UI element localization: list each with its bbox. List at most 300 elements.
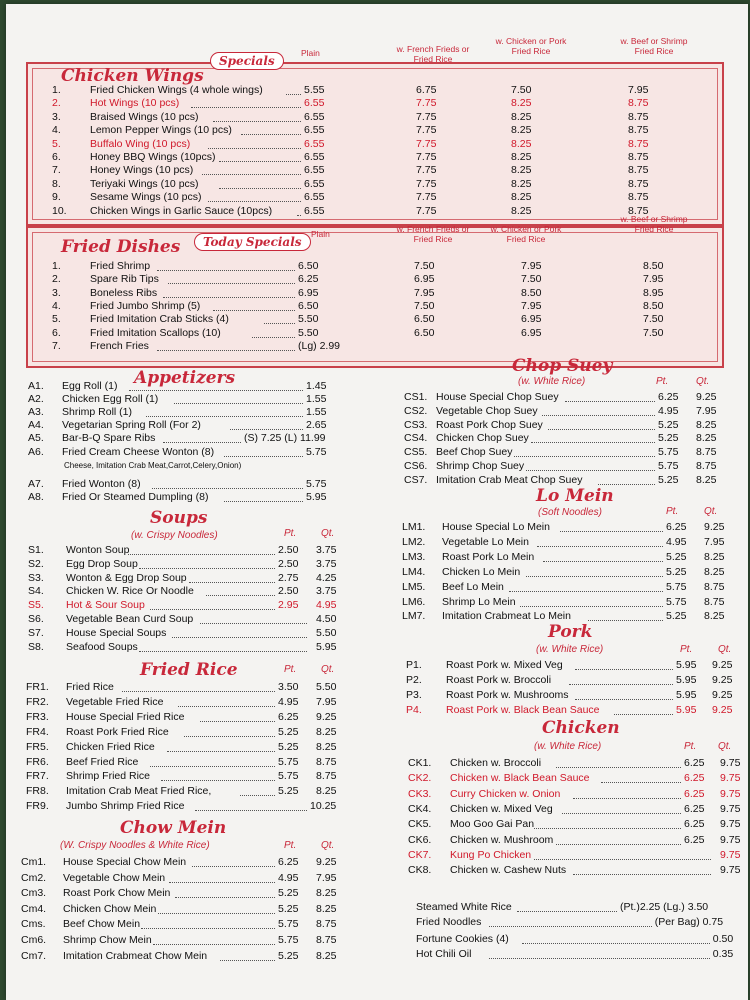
- item-number: S2.: [28, 557, 44, 570]
- dot-leader: [150, 599, 275, 610]
- item-price: 7.75: [416, 164, 437, 177]
- item-price-qt: 7.95: [316, 695, 337, 708]
- item-name: French Fries: [90, 339, 149, 352]
- item-name: Imitation Crabmeat Chow Mein: [63, 949, 208, 962]
- dot-leader: [489, 916, 652, 927]
- item-price-pt: 5.95: [676, 703, 697, 716]
- lo-mein-title: Lo Mein: [536, 486, 614, 506]
- item-price-qt: 9.75: [720, 802, 741, 815]
- item-number: CS4.: [404, 432, 428, 445]
- item-name: Roast Pork Lo Mein: [442, 550, 535, 563]
- item-number: 1.: [52, 84, 61, 96]
- soups-pt-header: Pt.: [284, 528, 297, 539]
- dot-leader: [139, 641, 307, 652]
- extra-price: (Per Bag) 0.75: [654, 916, 724, 928]
- dot-leader: [531, 432, 655, 443]
- item-price-pt: 6.25: [658, 391, 679, 403]
- item-name: House Special Chop Suey: [436, 391, 559, 403]
- item-price: 8.75: [628, 151, 649, 163]
- item-number: P1.: [406, 659, 422, 671]
- item-name: Fried Shrimp: [90, 260, 151, 272]
- item-number: S3.: [28, 571, 44, 584]
- item-price-qt: 8.75: [704, 580, 725, 593]
- chow-mein-pt-header: Pt.: [284, 840, 297, 851]
- dot-leader: [219, 178, 301, 189]
- item-price-pt: 6.25: [684, 787, 705, 800]
- item-price-pt: 5.25: [658, 473, 679, 486]
- item-price-pt: 5.25: [278, 740, 299, 753]
- item-price: 7.50: [511, 84, 532, 96]
- item-price: 8.50: [643, 260, 664, 272]
- dot-leader: [139, 558, 275, 569]
- item-name: Shrimp Chow Mein: [63, 934, 152, 946]
- item-number: A5.: [28, 432, 44, 444]
- item-price: 6.55: [304, 124, 325, 137]
- item-number: FR4.: [26, 725, 49, 738]
- item-number: CK7.: [408, 848, 432, 861]
- dot-leader: [150, 756, 275, 767]
- pork-pt-header: Pt.: [680, 644, 693, 655]
- dot-leader: [202, 164, 301, 175]
- dot-leader: [286, 84, 301, 95]
- item-price-pt: 6.25: [684, 802, 705, 815]
- item-price-qt: 8.25: [704, 565, 725, 578]
- item-number: 7.: [52, 339, 61, 352]
- item-name: Fried Imitation Crab Sticks (4): [90, 313, 229, 326]
- item-name: House Special Lo Mein: [442, 521, 550, 533]
- dot-leader: [174, 393, 303, 404]
- item-name: Beef Lo Mein: [442, 580, 504, 593]
- item-price: 1.55: [306, 393, 327, 405]
- item-number: FR9.: [26, 800, 49, 813]
- dot-leader: [141, 918, 275, 929]
- item-name: Roast Pork Chop Suey: [436, 418, 543, 431]
- dot-leader: [167, 741, 275, 752]
- dot-leader: [122, 681, 275, 692]
- item-number: 5.: [52, 313, 61, 326]
- item-name: Chicken w. Black Bean Sauce: [450, 772, 590, 785]
- item-price: 6.50: [414, 326, 435, 339]
- dot-leader: [213, 300, 295, 311]
- item-number: A6.: [28, 446, 44, 458]
- dot-leader: [178, 696, 275, 707]
- item-number: FR3.: [26, 710, 49, 723]
- dot-leader: [146, 406, 303, 417]
- item-name: Imitation Crab Meat Fried Rice,: [66, 785, 212, 798]
- item-price: 7.75: [416, 151, 437, 163]
- item-name: Chicken Fried Rice: [66, 740, 155, 753]
- item-price-qt: 9.75: [720, 848, 741, 861]
- item-number: Cm4.: [21, 902, 47, 915]
- item-price-qt: 9.75: [720, 772, 741, 785]
- item-price: 5.95: [306, 491, 327, 503]
- item-price: 6.95: [298, 286, 319, 299]
- item-price: 8.25: [511, 191, 532, 204]
- item-name: Hot & Sour Soup: [66, 599, 145, 612]
- chow-mein-subtitle: (W. Crispy Noodles & White Rice): [60, 840, 210, 851]
- item-price: 6.95: [521, 313, 542, 326]
- item-name: House Special Soups: [66, 626, 167, 639]
- item-price: 5.75: [306, 478, 327, 490]
- item-price-qt: 8.75: [696, 446, 717, 459]
- item-number: A7.: [28, 478, 44, 490]
- item-name: Vegetable Chow Mein: [63, 871, 166, 884]
- item-price-pt: 4.95: [278, 871, 299, 884]
- dot-leader: [526, 566, 663, 577]
- item-name: Chicken w. Mushroom: [450, 833, 554, 846]
- item-price: 6.50: [414, 313, 435, 326]
- dot-leader: [206, 585, 275, 596]
- item-price: 6.55: [304, 110, 325, 123]
- item-name: Roast Pork Chow Mein: [63, 887, 171, 900]
- extra-price: 0.50: [712, 933, 734, 945]
- item-number: 1.: [52, 260, 61, 272]
- item-price-pt: 2.50: [278, 544, 299, 556]
- item-price-qt: 8.75: [316, 918, 337, 931]
- item-price: (Lg) 2.99: [298, 339, 341, 352]
- dot-leader: [200, 711, 275, 722]
- chop-suey-qt-header: Qt.: [696, 376, 710, 387]
- appetizers-title: Appetizers: [134, 368, 236, 388]
- item-price: 7.75: [416, 110, 437, 123]
- dot-leader: [128, 544, 275, 555]
- item-price-qt: 3.75: [316, 544, 337, 556]
- dot-leader: [534, 818, 681, 829]
- dot-leader: [575, 659, 673, 670]
- dot-leader: [509, 581, 663, 592]
- item-price: 8.75: [628, 177, 649, 190]
- item-price: 6.95: [521, 326, 542, 339]
- item-number: 4.: [52, 299, 61, 312]
- item-price-pt: 5.25: [666, 610, 687, 623]
- chow-mein-title: Chow Mein: [120, 818, 227, 838]
- item-name: Spare Rib Tips: [90, 273, 159, 286]
- item-price-qt: 8.25: [316, 725, 337, 738]
- item-price: 2.65: [306, 419, 327, 431]
- dot-leader: [230, 419, 303, 430]
- item-price-qt: 9.75: [720, 757, 741, 769]
- dot-leader: [252, 327, 295, 338]
- soups-title: Soups: [150, 508, 208, 528]
- item-number: FR8.: [26, 785, 49, 798]
- item-price-pt: 5.25: [278, 887, 299, 900]
- item-price: 8.50: [643, 299, 664, 312]
- item-number: LM2.: [402, 535, 426, 548]
- item-name: Sesame Wings (10 pcs): [90, 191, 202, 204]
- item-price-qt: 3.75: [316, 557, 337, 570]
- soups-subtitle: (w. Crispy Noodles): [131, 530, 218, 541]
- item-price: 8.25: [511, 97, 532, 110]
- item-price-qt: 8.25: [704, 610, 725, 623]
- extra-price: (Pt.)2.25 (Lg.) 3.50: [620, 901, 709, 913]
- fd-header-beef: w. Beef or Shrimp Fried Rice: [620, 214, 688, 234]
- item-name: Braised Wings (10 pcs): [90, 110, 199, 123]
- dot-leader: [556, 757, 681, 768]
- item-price: 7.50: [414, 299, 435, 312]
- cw-header-plain: Plain: [301, 48, 320, 58]
- dot-leader: [208, 138, 301, 149]
- item-price: 8.25: [511, 110, 532, 123]
- item-name: Beef Chop Suey: [436, 446, 513, 459]
- item-price-pt: 5.95: [676, 688, 697, 701]
- item-number: CK4.: [408, 802, 432, 815]
- item-name: Fried Imitation Scallops (10): [90, 326, 221, 339]
- item-name: Moo Goo Gai Pan: [450, 818, 535, 831]
- dot-leader: [517, 901, 617, 912]
- item-price: 8.75: [628, 110, 649, 123]
- cw-header-fries: w. French Frieds or Fried Rice: [396, 44, 470, 64]
- item-price: 7.75: [416, 97, 437, 110]
- item-price: 8.75: [628, 124, 649, 137]
- item-number: A2.: [28, 393, 44, 405]
- dot-leader: [543, 551, 663, 562]
- item-name: Vegetable Fried Rice: [66, 695, 164, 708]
- dot-leader: [163, 287, 295, 298]
- item-name: Chicken W. Rice Or Noodle: [66, 585, 194, 598]
- item-price: 6.55: [304, 164, 325, 177]
- dot-leader: [224, 491, 303, 502]
- item-price-pt: 6.25: [278, 710, 299, 723]
- item-number: LM7.: [402, 610, 426, 623]
- item-price-pt: 5.25: [278, 785, 299, 798]
- cw-header-beef: w. Beef or Shrimp Fried Rice: [620, 36, 688, 56]
- item-name: Honey Wings (10 pcs): [90, 164, 194, 177]
- item-price: 8.75: [628, 97, 649, 110]
- item-price-qt: 9.75: [720, 818, 741, 831]
- fried-dishes-title: Fried Dishes: [61, 237, 181, 257]
- item-name: Fried Cream Cheese Wonton (8): [62, 446, 215, 458]
- item-price: 8.25: [511, 137, 532, 150]
- item-name: Fried Jumbo Shrimp (5): [90, 299, 201, 312]
- cw-header-chicken: w. Chicken or Pork Fried Rice: [495, 36, 567, 56]
- dot-leader: [520, 596, 663, 607]
- item-price-qt: 4.95: [316, 599, 337, 612]
- item-price: 6.75: [416, 84, 437, 96]
- item-price: 6.55: [304, 151, 325, 163]
- item-number: 3.: [52, 110, 61, 123]
- item-price: 7.95: [414, 286, 435, 299]
- item-price: 5.55: [304, 84, 325, 96]
- item-price-qt: 5.95: [316, 640, 337, 653]
- chicken-pt-header: Pt.: [684, 741, 697, 752]
- item-number: 9.: [52, 191, 61, 204]
- item-number: CK6.: [408, 833, 432, 846]
- item-price: 5.50: [298, 313, 319, 326]
- item-price: 6.50: [298, 260, 319, 272]
- dot-leader: [157, 260, 295, 271]
- item-number: 2.: [52, 97, 61, 110]
- item-price: 5.75: [306, 446, 327, 458]
- item-price: 8.25: [511, 124, 532, 137]
- item-number: 5.: [52, 137, 61, 150]
- item-number: A1.: [28, 380, 44, 392]
- dot-leader: [219, 151, 301, 162]
- item-price: 7.50: [643, 326, 664, 339]
- item-price: 7.95: [628, 84, 649, 96]
- dot-leader: [537, 536, 663, 547]
- item-price-pt: 5.75: [278, 770, 299, 783]
- dot-leader: [522, 933, 709, 944]
- menu-sheet: [6, 4, 748, 1000]
- item-price: 8.75: [628, 191, 649, 204]
- fried-rice-pt-header: Pt.: [284, 664, 297, 675]
- item-name: Shrimp Fried Rice: [66, 770, 151, 783]
- chop-suey-pt-header: Pt.: [656, 376, 669, 387]
- item-number: CS3.: [404, 418, 428, 431]
- dot-leader: [562, 803, 681, 814]
- item-number: Cm7.: [21, 949, 47, 962]
- item-name: Shrimp Roll (1): [62, 406, 133, 418]
- item-name: Buffalo Wing (10 pcs): [90, 137, 191, 150]
- item-number: 6.: [52, 326, 61, 339]
- dot-leader: [526, 460, 655, 471]
- dot-leader: [224, 446, 303, 457]
- item-number: FR5.: [26, 740, 49, 753]
- item-name: Beef Chow Mein: [63, 918, 141, 931]
- chicken-wings-title: Chicken Wings: [61, 66, 204, 86]
- item-name: House Special Fried Rice: [66, 710, 185, 723]
- dot-leader: [542, 405, 655, 416]
- item-price-qt: 3.75: [316, 585, 337, 598]
- item-number: FR2.: [26, 695, 49, 708]
- item-name: Wonton & Egg Drop Soup: [66, 571, 187, 584]
- item-price-qt: 8.25: [704, 550, 725, 563]
- item-price-pt: 2.50: [278, 585, 299, 598]
- item-number: 7.: [52, 164, 61, 177]
- item-price-pt: 6.25: [684, 772, 705, 785]
- item-price: 6.55: [304, 204, 325, 217]
- item-number: P4.: [406, 703, 422, 716]
- item-number: CS6.: [404, 460, 428, 472]
- item-name: Wonton Soup: [66, 544, 130, 556]
- item-price-qt: 7.95: [704, 535, 725, 548]
- item-price-qt: 8.75: [704, 595, 725, 608]
- chop-suey-subtitle: (w. White Rice): [518, 376, 586, 387]
- item-price-pt: 5.75: [278, 934, 299, 946]
- extra-name: Steamed White Rice: [416, 901, 512, 913]
- item-price-pt: 5.25: [658, 418, 679, 431]
- item-price-qt: 5.50: [316, 681, 337, 693]
- item-price-pt: 6.25: [684, 818, 705, 831]
- item-price: 6.55: [304, 177, 325, 190]
- item-price-qt: 4.25: [316, 571, 337, 584]
- item-name: Roast Pork w. Mushrooms: [446, 688, 569, 701]
- item-number: S6.: [28, 613, 44, 625]
- specials-badge: Specials: [210, 52, 284, 70]
- item-name: Chicken w. Mixed Veg: [450, 802, 553, 815]
- extra-name: Hot Chili Oil: [416, 948, 472, 960]
- item-number: LM5.: [402, 580, 426, 593]
- item-number: Cm6.: [21, 934, 47, 946]
- item-price-pt: 5.25: [278, 725, 299, 738]
- item-price: 7.95: [521, 299, 542, 312]
- item-name: House Special Chow Mein: [63, 856, 187, 868]
- item-name: Shrimp Chop Suey: [436, 460, 525, 472]
- item-name: Shrimp Lo Mein: [442, 595, 516, 608]
- item-name: Imitation Crabmeat Lo Mein: [442, 610, 571, 623]
- extra-name: Fried Noodles: [416, 916, 482, 928]
- item-price-pt: 5.25: [278, 902, 299, 915]
- item-price-qt: 8.25: [316, 902, 337, 915]
- item-number: CK3.: [408, 787, 432, 800]
- item-price-pt: 5.25: [666, 565, 687, 578]
- dot-leader: [157, 340, 295, 351]
- item-name: Fried Rice: [66, 681, 114, 693]
- pork-title: Pork: [548, 622, 593, 642]
- item-price-qt: 8.25: [316, 740, 337, 753]
- dot-leader: [129, 380, 303, 391]
- item-price-pt: 6.25: [666, 521, 687, 533]
- item-price-pt: 2.95: [278, 599, 299, 612]
- item-price-pt: 5.95: [676, 659, 697, 671]
- item-number: P3.: [406, 688, 422, 701]
- item-price: 8.75: [628, 164, 649, 177]
- item-name: Fried Or Steamed Dumpling (8): [62, 491, 209, 503]
- item-price-qt: 8.25: [316, 785, 337, 798]
- item-number: CK2.: [408, 772, 432, 785]
- dot-leader: [575, 689, 673, 700]
- item-number: A4.: [28, 419, 44, 431]
- item-price: 6.50: [298, 299, 319, 312]
- item-price: 8.25: [511, 177, 532, 190]
- dot-leader: [213, 111, 301, 122]
- item-price-qt: 5.50: [316, 626, 337, 639]
- item-price: 8.25: [511, 164, 532, 177]
- dot-leader: [514, 446, 655, 457]
- chicken-subtitle: (w. White Rice): [534, 741, 602, 752]
- extra-name: Fortune Cookies (4): [416, 933, 509, 945]
- item-number: A3.: [28, 406, 44, 418]
- item-price: 7.75: [416, 191, 437, 204]
- pork-qt-header: Qt.: [718, 644, 732, 655]
- item-price: 7.95: [521, 260, 542, 272]
- chop-suey-title: Chop Suey: [512, 356, 613, 376]
- dot-leader: [161, 770, 275, 781]
- item-name: Kung Po Chicken: [450, 848, 532, 861]
- item-price-qt: 8.75: [316, 755, 337, 768]
- item-number: Cms.: [21, 918, 46, 931]
- item-name: Chicken Egg Roll (1): [62, 393, 159, 405]
- item-number: A8.: [28, 491, 44, 503]
- item-name: Vegetable Chop Suey: [436, 404, 538, 417]
- extra-price: 0.35: [712, 948, 734, 960]
- item-number: S8.: [28, 640, 44, 653]
- item-price-pt: 3.50: [278, 681, 299, 693]
- item-number: Cm1.: [21, 856, 47, 868]
- dot-leader: [169, 872, 275, 883]
- dot-leader: [220, 950, 275, 961]
- item-number: CK5.: [408, 818, 432, 831]
- item-name: Vegetable Bean Curd Soup: [66, 613, 194, 625]
- dot-leader: [152, 478, 303, 489]
- item-number: S4.: [28, 585, 44, 598]
- item-name: Bar-B-Q Spare Ribs: [62, 432, 156, 444]
- item-price: 8.25: [511, 204, 532, 217]
- item-name: Curry Chicken w. Onion: [450, 787, 561, 800]
- item-name: Imitation Crab Meat Chop Suey: [436, 473, 583, 486]
- item-number: CS1.: [404, 391, 428, 403]
- item-name: Roast Pork w. Black Bean Sauce: [446, 703, 600, 716]
- dot-leader: [191, 97, 301, 108]
- item-number: LM3.: [402, 550, 426, 563]
- item-price-qt: 8.75: [696, 460, 717, 472]
- item-price-qt: 9.25: [696, 391, 717, 403]
- item-name: Chicken Chop Suey: [436, 432, 529, 445]
- item-number: S1.: [28, 544, 44, 556]
- item-name: Chicken Lo Mein: [442, 565, 521, 578]
- dot-leader: [598, 474, 655, 485]
- item-price-pt: 5.75: [666, 595, 687, 608]
